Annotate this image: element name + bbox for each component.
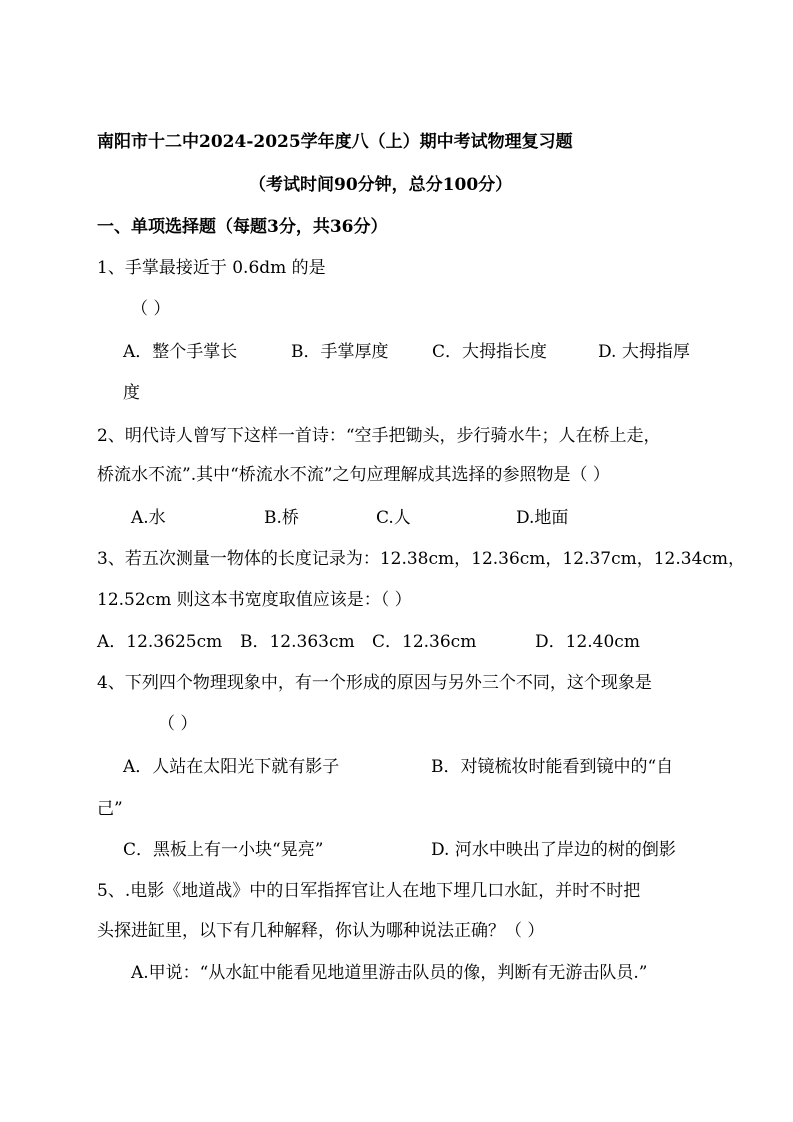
question-1-option-d: D. 大拇指厚 <box>598 342 690 362</box>
question-4-option-b: B．对镜梳妆时能看到镜中的“自 <box>431 757 674 777</box>
question-4-answer-blank: （ ） <box>158 714 198 734</box>
question-2-stem-line1: 2、明代诗人曾写下这样一首诗：“空手把锄头，步行骑水牛；人在桥上走， <box>97 426 661 446</box>
question-1-option-a: A．整个手掌长 <box>123 342 238 362</box>
question-2-option-d: D.地面 <box>516 508 569 528</box>
question-1-option-b: B．手掌厚度 <box>291 342 389 362</box>
exam-info: （考试时间90分钟，总分100分） <box>249 175 513 195</box>
question-4-option-a: A．人站在太阳光下就有影子 <box>123 757 340 777</box>
question-3-option-c: C．12.36cm <box>372 632 477 652</box>
question-4-option-d: D. 河水中映出了岸边的树的倒影 <box>431 840 676 860</box>
question-5-stem-line2: 头探进缸里，以下有几种解释，你认为哪种说法正确？（ ） <box>97 921 545 941</box>
question-3-option-b: B．12.363cm <box>240 632 355 652</box>
page-title: 南阳市十二中2024-2025学年度八（上）期中考试物理复习题 <box>97 132 573 152</box>
question-3-option-d: D．12.40cm <box>535 632 640 652</box>
question-2-option-c: C.人 <box>376 508 411 528</box>
question-1-answer-blank: （ ） <box>131 299 171 319</box>
question-1-stem: 1、手掌最接近于 0.6dm 的是 <box>97 258 326 278</box>
question-5-option-a: A.甲说：“从水缸中能看见地道里游击队员的像，判断有无游击队员.” <box>131 963 648 983</box>
question-2-option-b: B.桥 <box>264 508 299 528</box>
question-5-stem-line1: 5、.电影《地道战》中的日军指挥官让人在地下埋几口水缸，并时不时把 <box>97 881 641 901</box>
question-4-option-b-wrap: 己” <box>97 799 123 819</box>
question-1-option-c: C．大拇指长度 <box>432 342 548 362</box>
question-2-stem-line2: 桥流水不流”.其中“桥流水不流”之句应理解成其选择的参照物是（ ） <box>97 465 610 485</box>
section-heading: 一、单项选择题（每题3分，共36分） <box>97 217 388 237</box>
question-3-option-a: A．12.3625cm <box>97 632 223 652</box>
question-2-option-a: A.水 <box>131 508 166 528</box>
question-4-stem: 4、下列四个物理现象中，有一个形成的原因与另外三个不同，这个现象是 <box>97 673 652 693</box>
question-1-option-d-wrap: 度 <box>123 383 140 403</box>
question-4-option-c: C．黑板上有一小块“晃亮” <box>123 840 324 860</box>
question-3-stem-line2: 12.52cm 则这本书宽度取值应该是：（ ） <box>97 590 412 610</box>
question-3-stem-line1: 3、若五次测量一物体的长度记录为：12.38cm，12.36cm，12.37cm，12.34cm， <box>97 549 746 569</box>
